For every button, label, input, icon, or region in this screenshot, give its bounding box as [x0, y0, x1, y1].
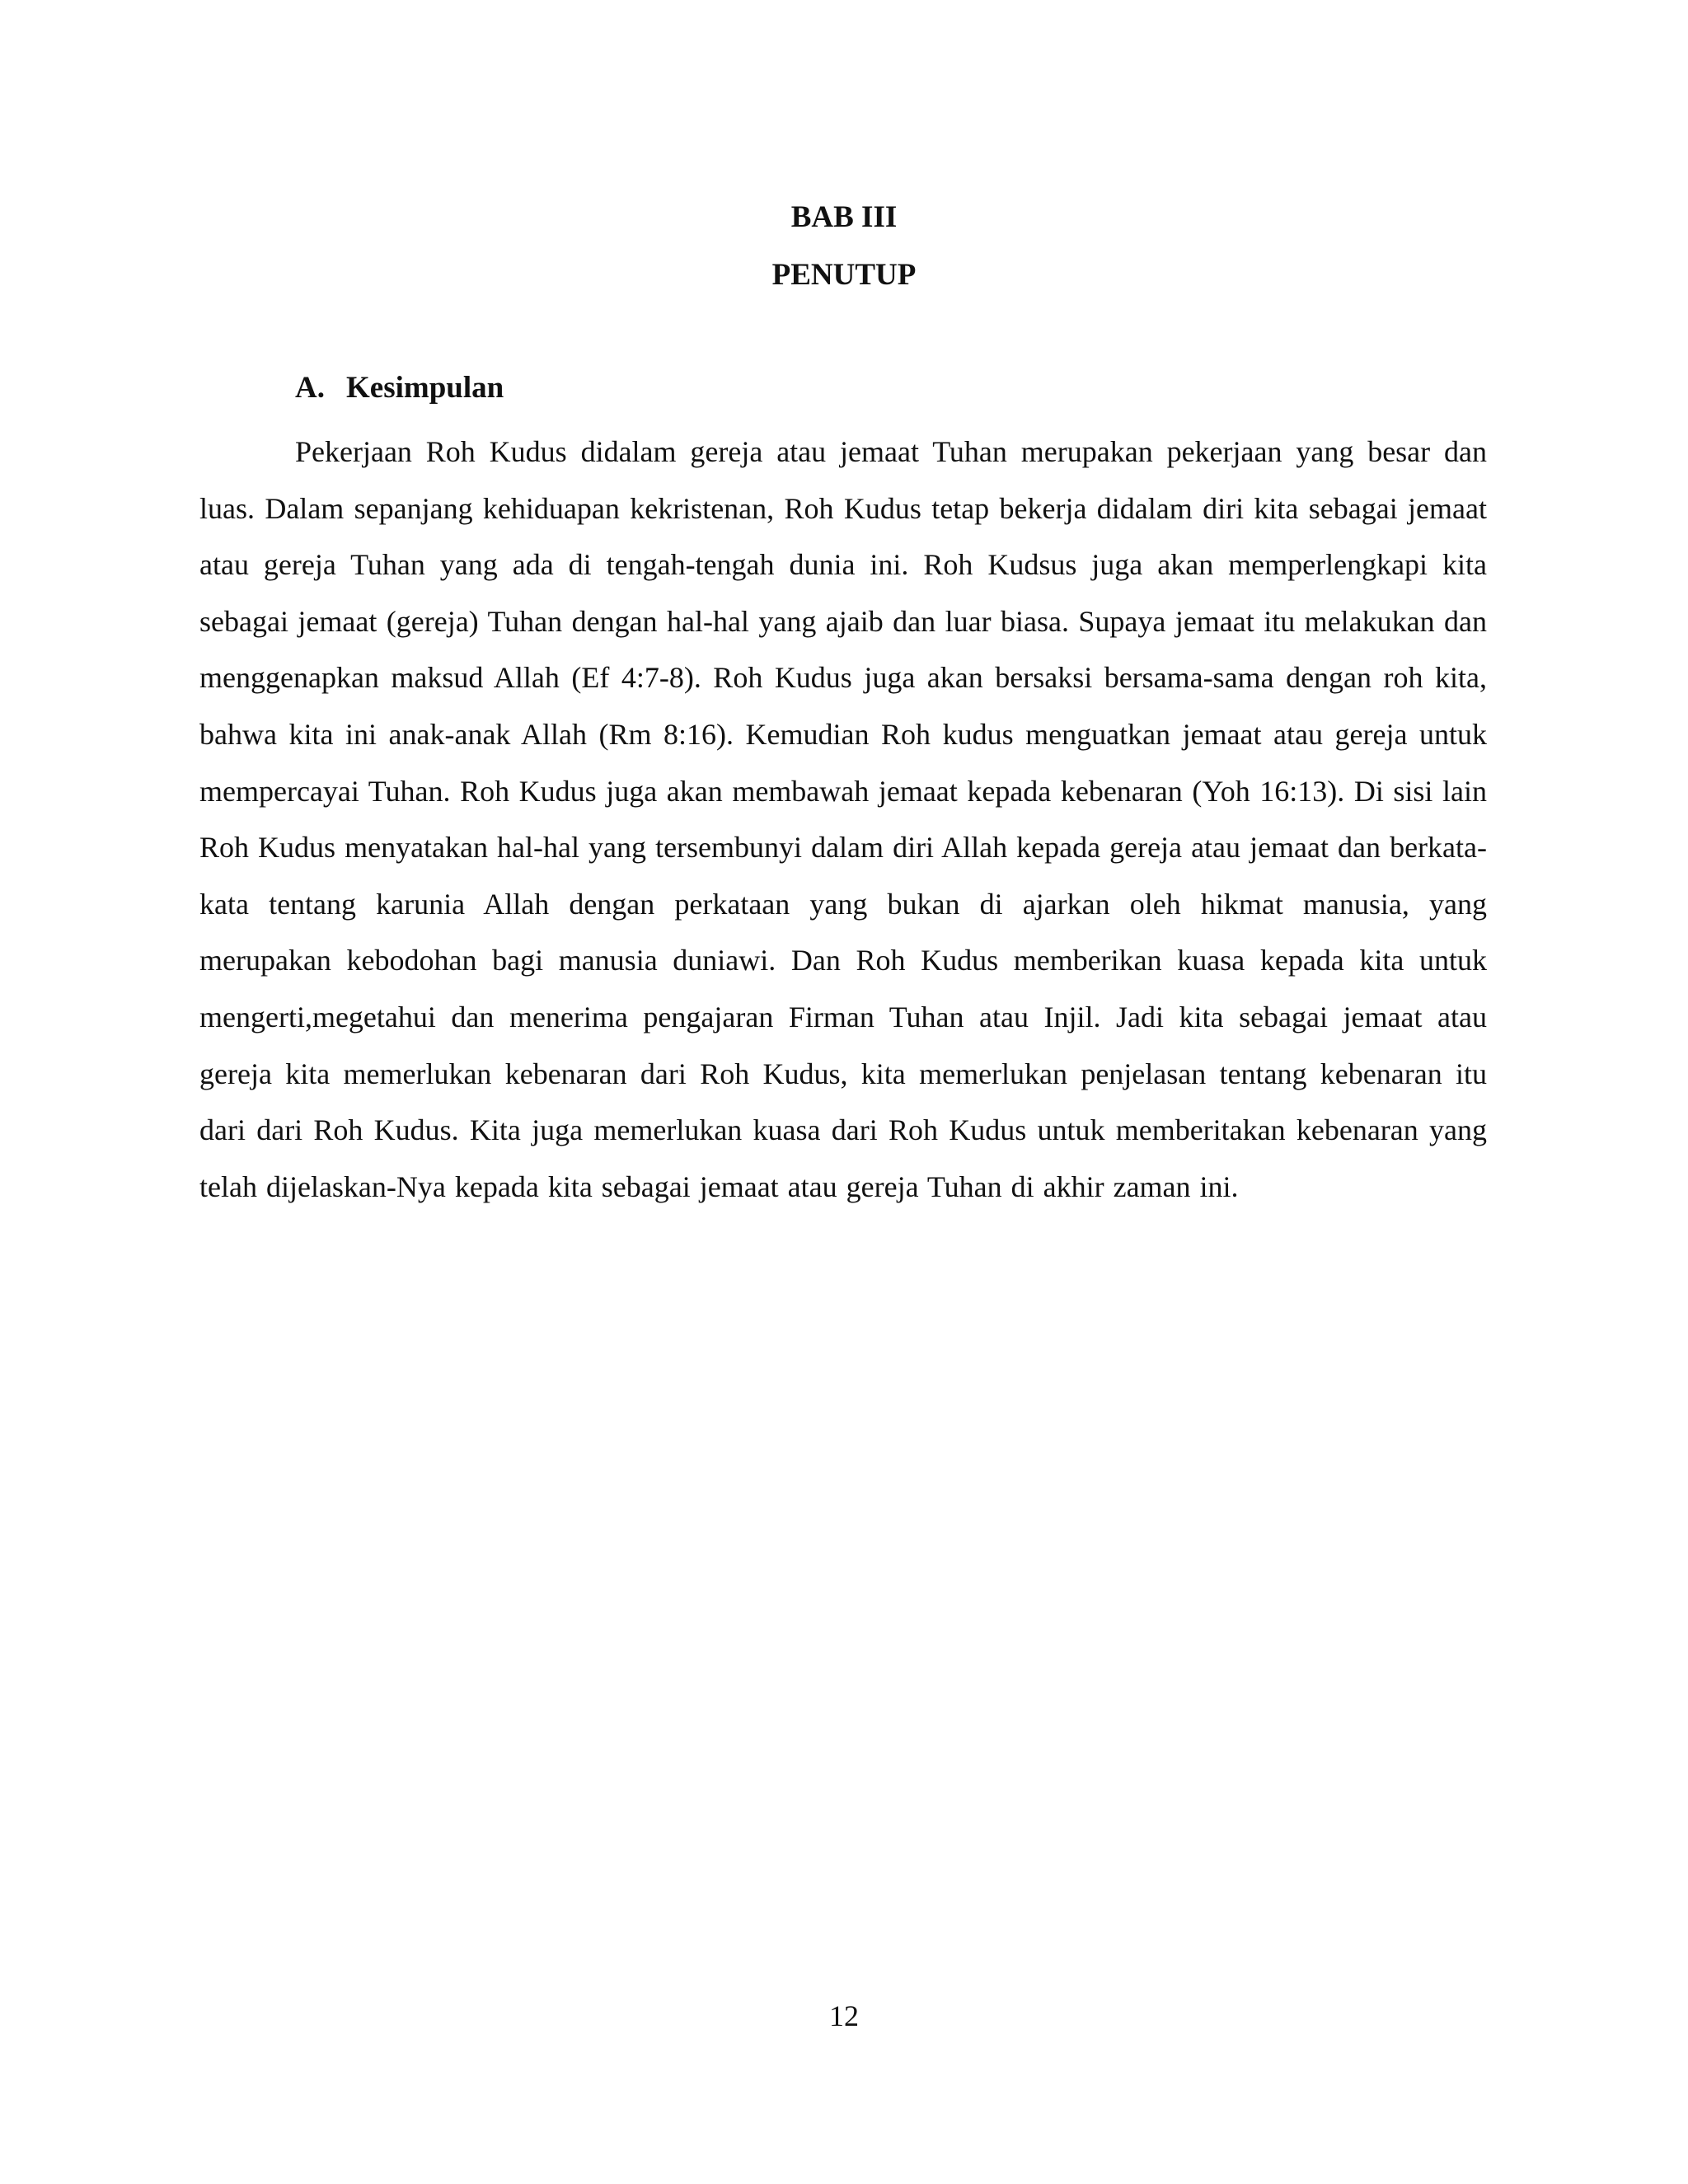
chapter-title: PENUTUP	[771, 258, 917, 292]
section-heading	[295, 370, 504, 406]
chapter-number: BAB III	[790, 200, 898, 234]
page-number: 12	[829, 1999, 859, 2032]
section-marker: A.	[295, 371, 325, 405]
section-title: Kesimpulan	[346, 371, 504, 405]
conclusion-paragraph: Pekerjaan Roh Kudus didalam gereja atau jemaat Tuhan merupakan pekerjaan yang besar dan luas. Dalam sepanjang kehiduapan kekristenan, Roh Kudus tetap bekerja didalam diri kita sebagai jemaat atau gereja Tuhan yang ada di tengah-tengah dunia ini. Roh Kudsus juga akan memperlengkapi kita sebagai jemaat (gereja) Tuhan dengan hal-hal yang ajaib dan luar biasa. Supaya jemaat itu melakukan dan menggenapkan maksud Allah (Ef 4:7-8). Roh Kudus juga akan bersaksi bersama-sama dengan roh kita, bahwa kita ini anak-anak Allah (Rm 8:16). Kemudian Roh kudus menguatkan jemaat atau gereja untuk mempercayai Tuhan. Roh Kudus juga akan membawah jemaat kepada kebenaran (Yoh 16:13). Di sisi lain Roh Kudus menyatakan hal-hal yang tersembunyi dalam diri Allah kepada gereja atau jemaat dan berkata-kata tentang karunia Allah dengan perkataan yang bukan di ajarkan oleh hikmat manusia, yang merupakan kebodohan bagi manusia duniawi. Dan Roh Kudus memberikan kuasa kepada kita untuk mengerti,megetahui dan menerima pengajaran Firman Tuhan atau Injil. Jadi kita sebagai jemaat atau gereja kita memerlukan kebenaran dari Roh Kudus, kita memerlukan penjelasan tentang kebenaran itu dari dari Roh Kudus. Kita juga memerlukan kuasa dari Roh Kudus untuk memberitakan kebenaran yang telah dijelaskan-Nya kepada kita sebagai jemaat atau gereja Tuhan di akhir zaman ini.	[199, 435, 1487, 1203]
